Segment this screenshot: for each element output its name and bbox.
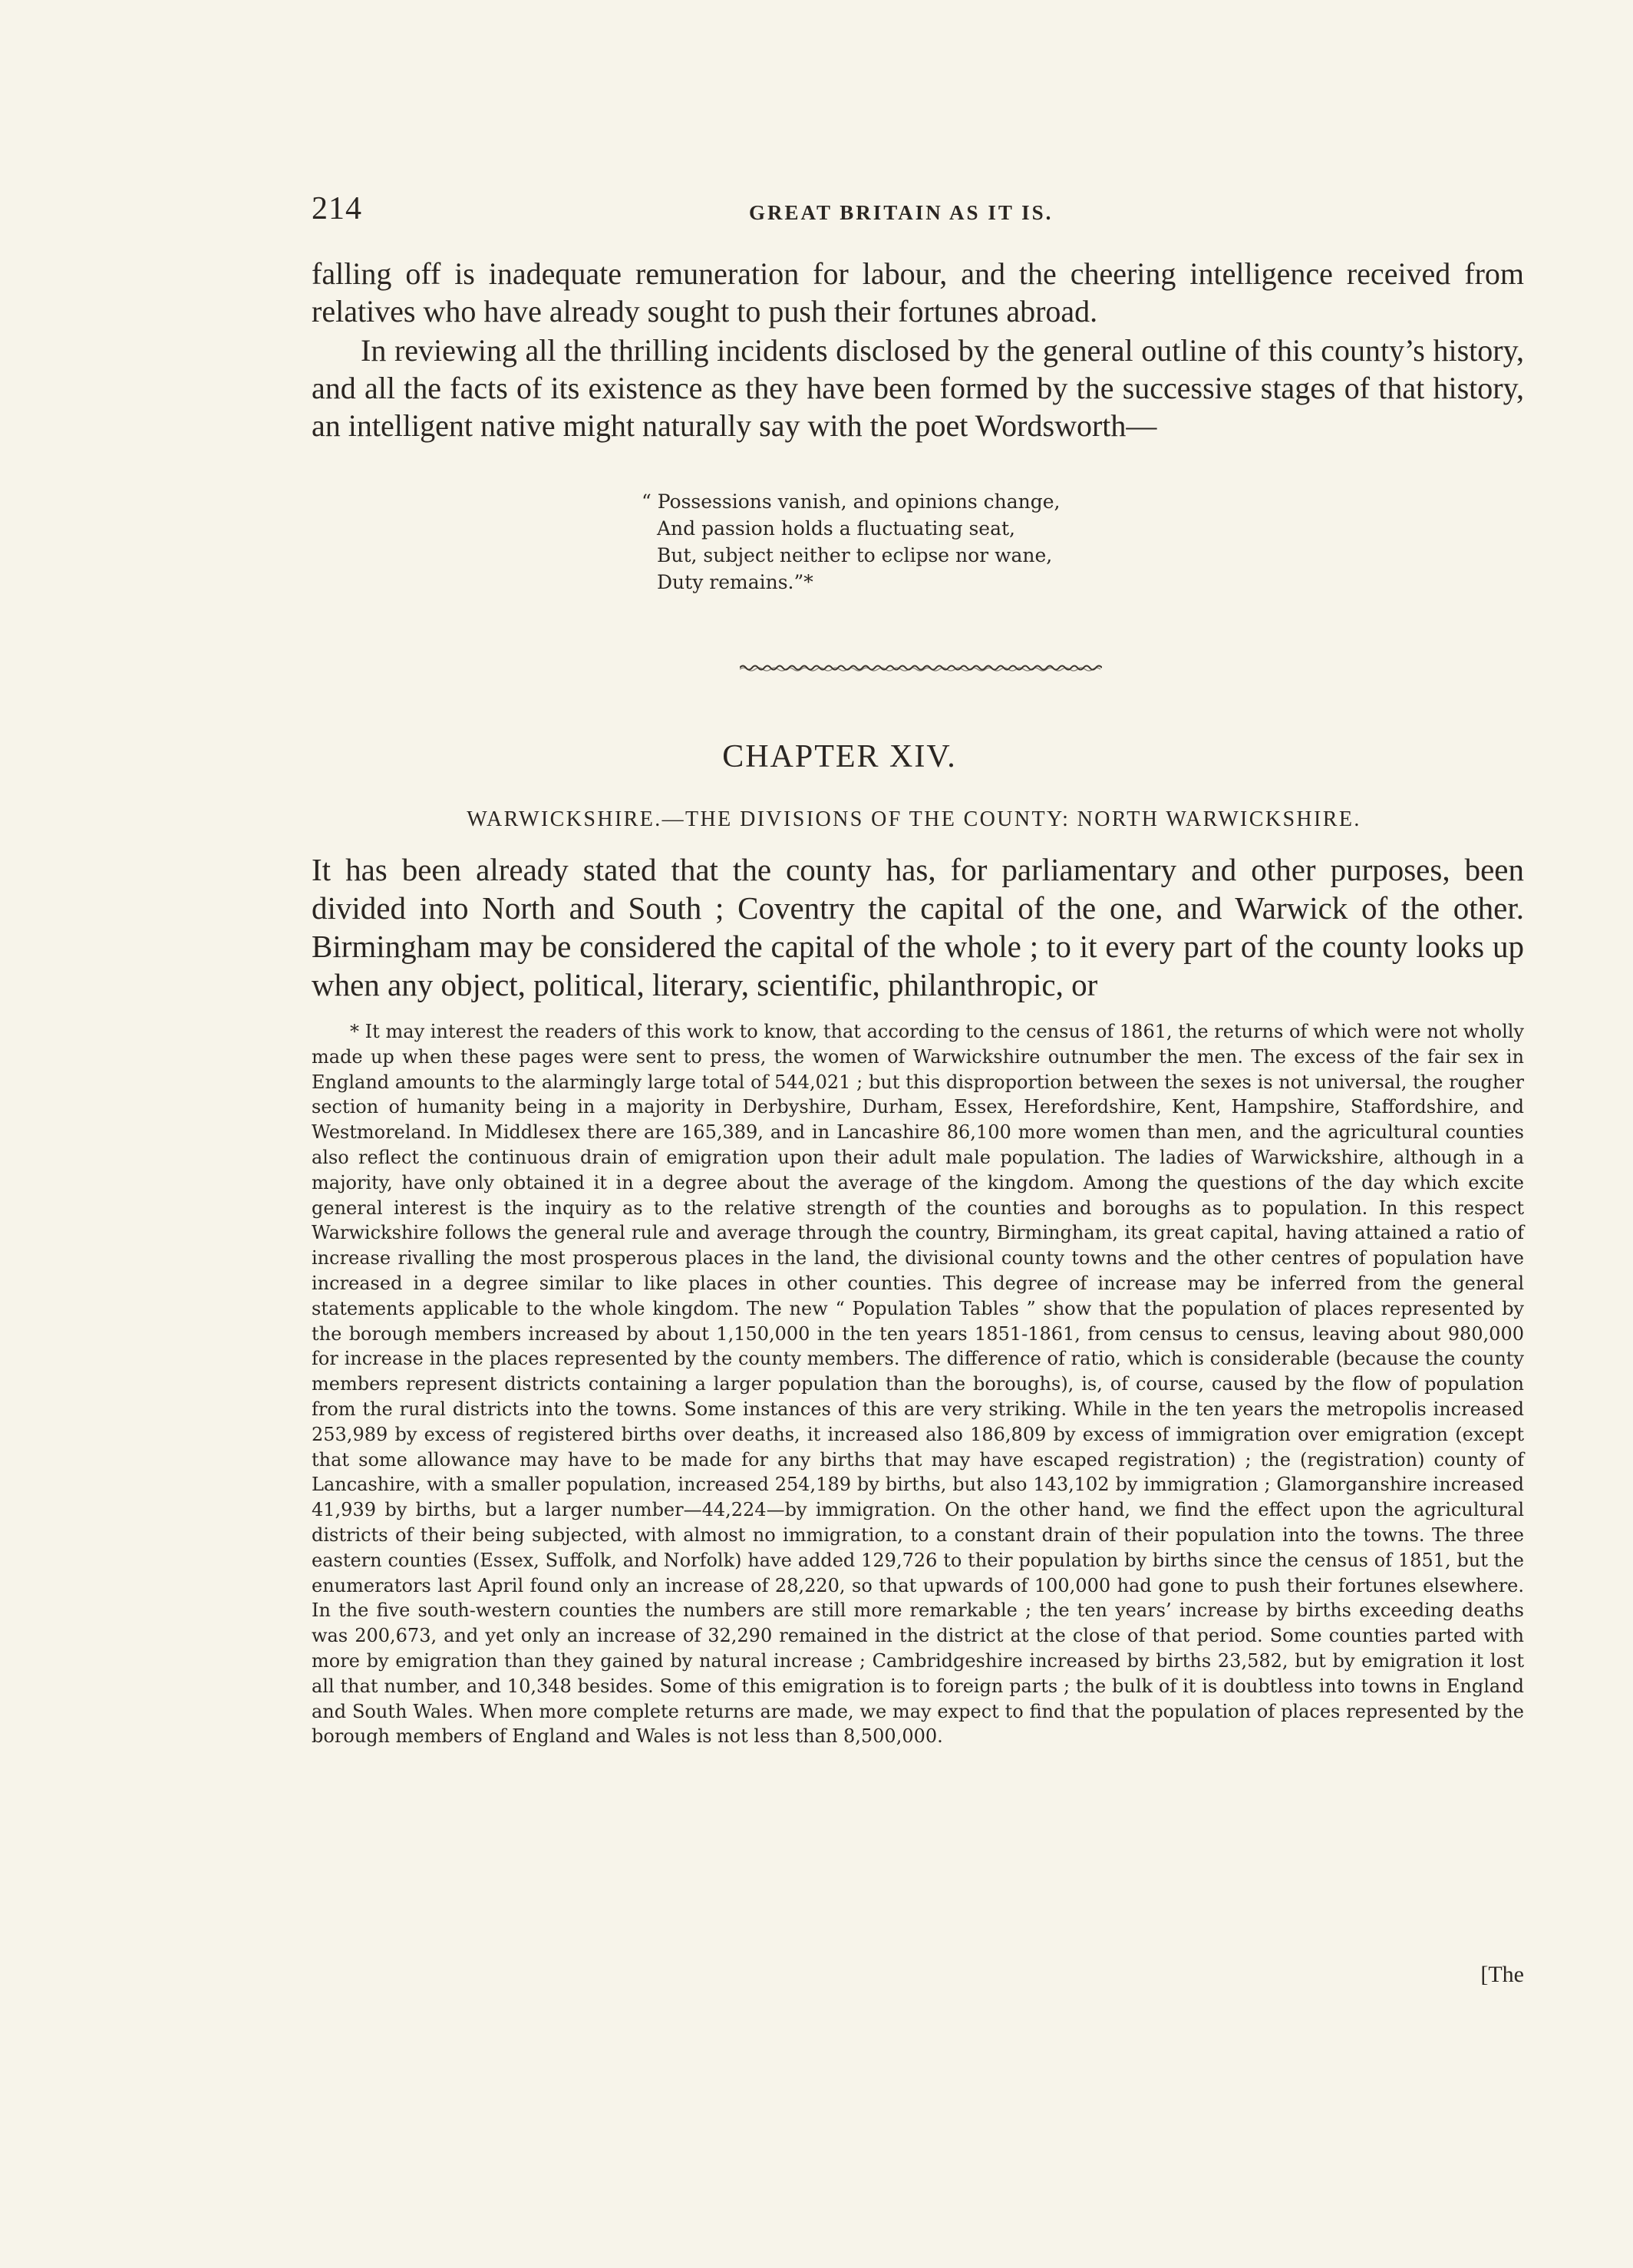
paragraph-text [312,850,1524,1004]
page-number: 214 [312,191,362,226]
poem-line: “ Possessions vanish, and opinions change, [642,490,1061,513]
footnote [312,1019,1524,1749]
opening-word: It [312,852,332,887]
ornamental-separator [740,662,1102,674]
poem-line: Duty remains.”* [657,571,813,593]
paragraph-continuation [312,255,1524,330]
paragraph-text: falling off is inadequate remuneration for labour, and the cheering intelligence received from relatives who have already sought to push their fortunes abroad. [312,256,1524,328]
running-title: GREAT BRITAIN AS IT IS. [749,201,1054,224]
chapter-title: CHAPTER XIV. [722,739,957,774]
paragraph-text: In reviewing all the thrilling incidents disclosed by the general outline of this county’s history, and all the facts of its existence as they have been formed by the successive stages of that history, an intelligent native might naturally say with the poet Wordsworth— [312,333,1524,443]
opening-text: has been already stated that the county has, for parliamentary and other purposes, been divided into North and South ; Coventry the capital of the one, and Warwick of the other. Birmingham may be considered the capital of the whole ; to it every part of the county looks up when any object, political, literary, scientific, philanthropic, or [312,852,1524,1002]
poem-quote [642,488,1061,596]
chapter-opening-paragraph [312,850,1524,1004]
poem-line: But, subject neither to eclipse nor wane, [657,544,1053,566]
footnote-text: * It may interest the readers of this work to know, that according to the census of 1861, the returns of which were not wholly made up when these pages were sent to press, the women of Warwickshire outnumber the men. The excess of the fair sex in England amounts to the alarmingly large total of 544,021 ; but this disproportion between the sexes is not universal, the rougher section of humanity being in a majority in Derbyshire, Durham, Essex, Herefordshire, Kent, Hampshire, Staffordshire, and Westmoreland. In Middlesex there are 165,389, and in Lancashire 86,100 more women than men, and the agricultural counties also reflect the continuous drain of emigration upon their adult male population. The ladies of Warwickshire, although in a majority, have only obtained it in a degree about the average of the kingdom. Among the questions of the day which excite general interest is the inquiry as to the relative strength of the counties and boroughs as to population. In this respect Warwickshire follows the general rule and average through the country, Birmingham, its great capital, having attained a ratio of increase rivalling the most prosperous places in the land, the divisional county towns and the other centres of population have increased in a degree similar to like places in other counties. This degree of increase may be inferred from the general statements applicable to the whole kingdom. The new “ Population Tables ” show that the population of places represented by the borough members increased by about 1,150,000 in the ten years 1851-1861, from census to census, leaving about 980,000 for increase in the places represented by the county members. The difference of ratio, which is considerable (because the county members represent districts containing a larger population than the boroughs), is, of course, caused by the flow of population from the rural districts into the towns. Some instances of this are very striking. While in the ten years the metropolis increased 253,989 by excess of registered births over deaths, it increased also 186,809 by excess of immigration over emigration (except that some allowance may have to be made for any births that may have escaped registration) ; the (registration) county of Lancashire, with a smaller population, increased 254,189 by births, but also 143,102 by immigration ; Glamorganshire increased 41,939 by births, but a larger number—44,224—by immigration. On the other hand, we find the effect upon the agricultural districts of their being subjected, with almost no immigration, to a constant drain of their population into the towns. The three eastern counties (Essex, Suffolk, and Norfolk) have added 129,726 to their population by births since the census of 1851, but the enumerators last April found only an increase of 28,220, so that upwards of 100,000 had gone to push their fortunes elsewhere. In the five south-western counties the numbers are still more remarkable ; the ten years’ increase by births exceeding deaths was 200,673, and yet only an increase of 32,290 remained in the district at the close of that period. Some counties parted with more by emigration than they gained by natural increase ; Cambridgeshire increased by births 23,582, but by emigration it lost all that number, and 10,348 besides. Some of this emigration is to foreign parts ; the bulk of it is doubtless into towns in England and South Wales. When more complete returns are made, we may expect to find that the population of places represented by the borough members of England and Wales is not less than 8,500,000. [312,1021,1524,1748]
poem-line: And passion holds a fluctuating seat, [657,517,1015,540]
paragraph-reviewing [312,332,1524,444]
chapter-subtitle: WARWICKSHIRE.—THE DIVISIONS OF THE COUNTY: NORTH WARWICKSHIRE. [467,807,1361,831]
running-head [312,190,1524,236]
catchword: [The [1480,1962,1524,1987]
